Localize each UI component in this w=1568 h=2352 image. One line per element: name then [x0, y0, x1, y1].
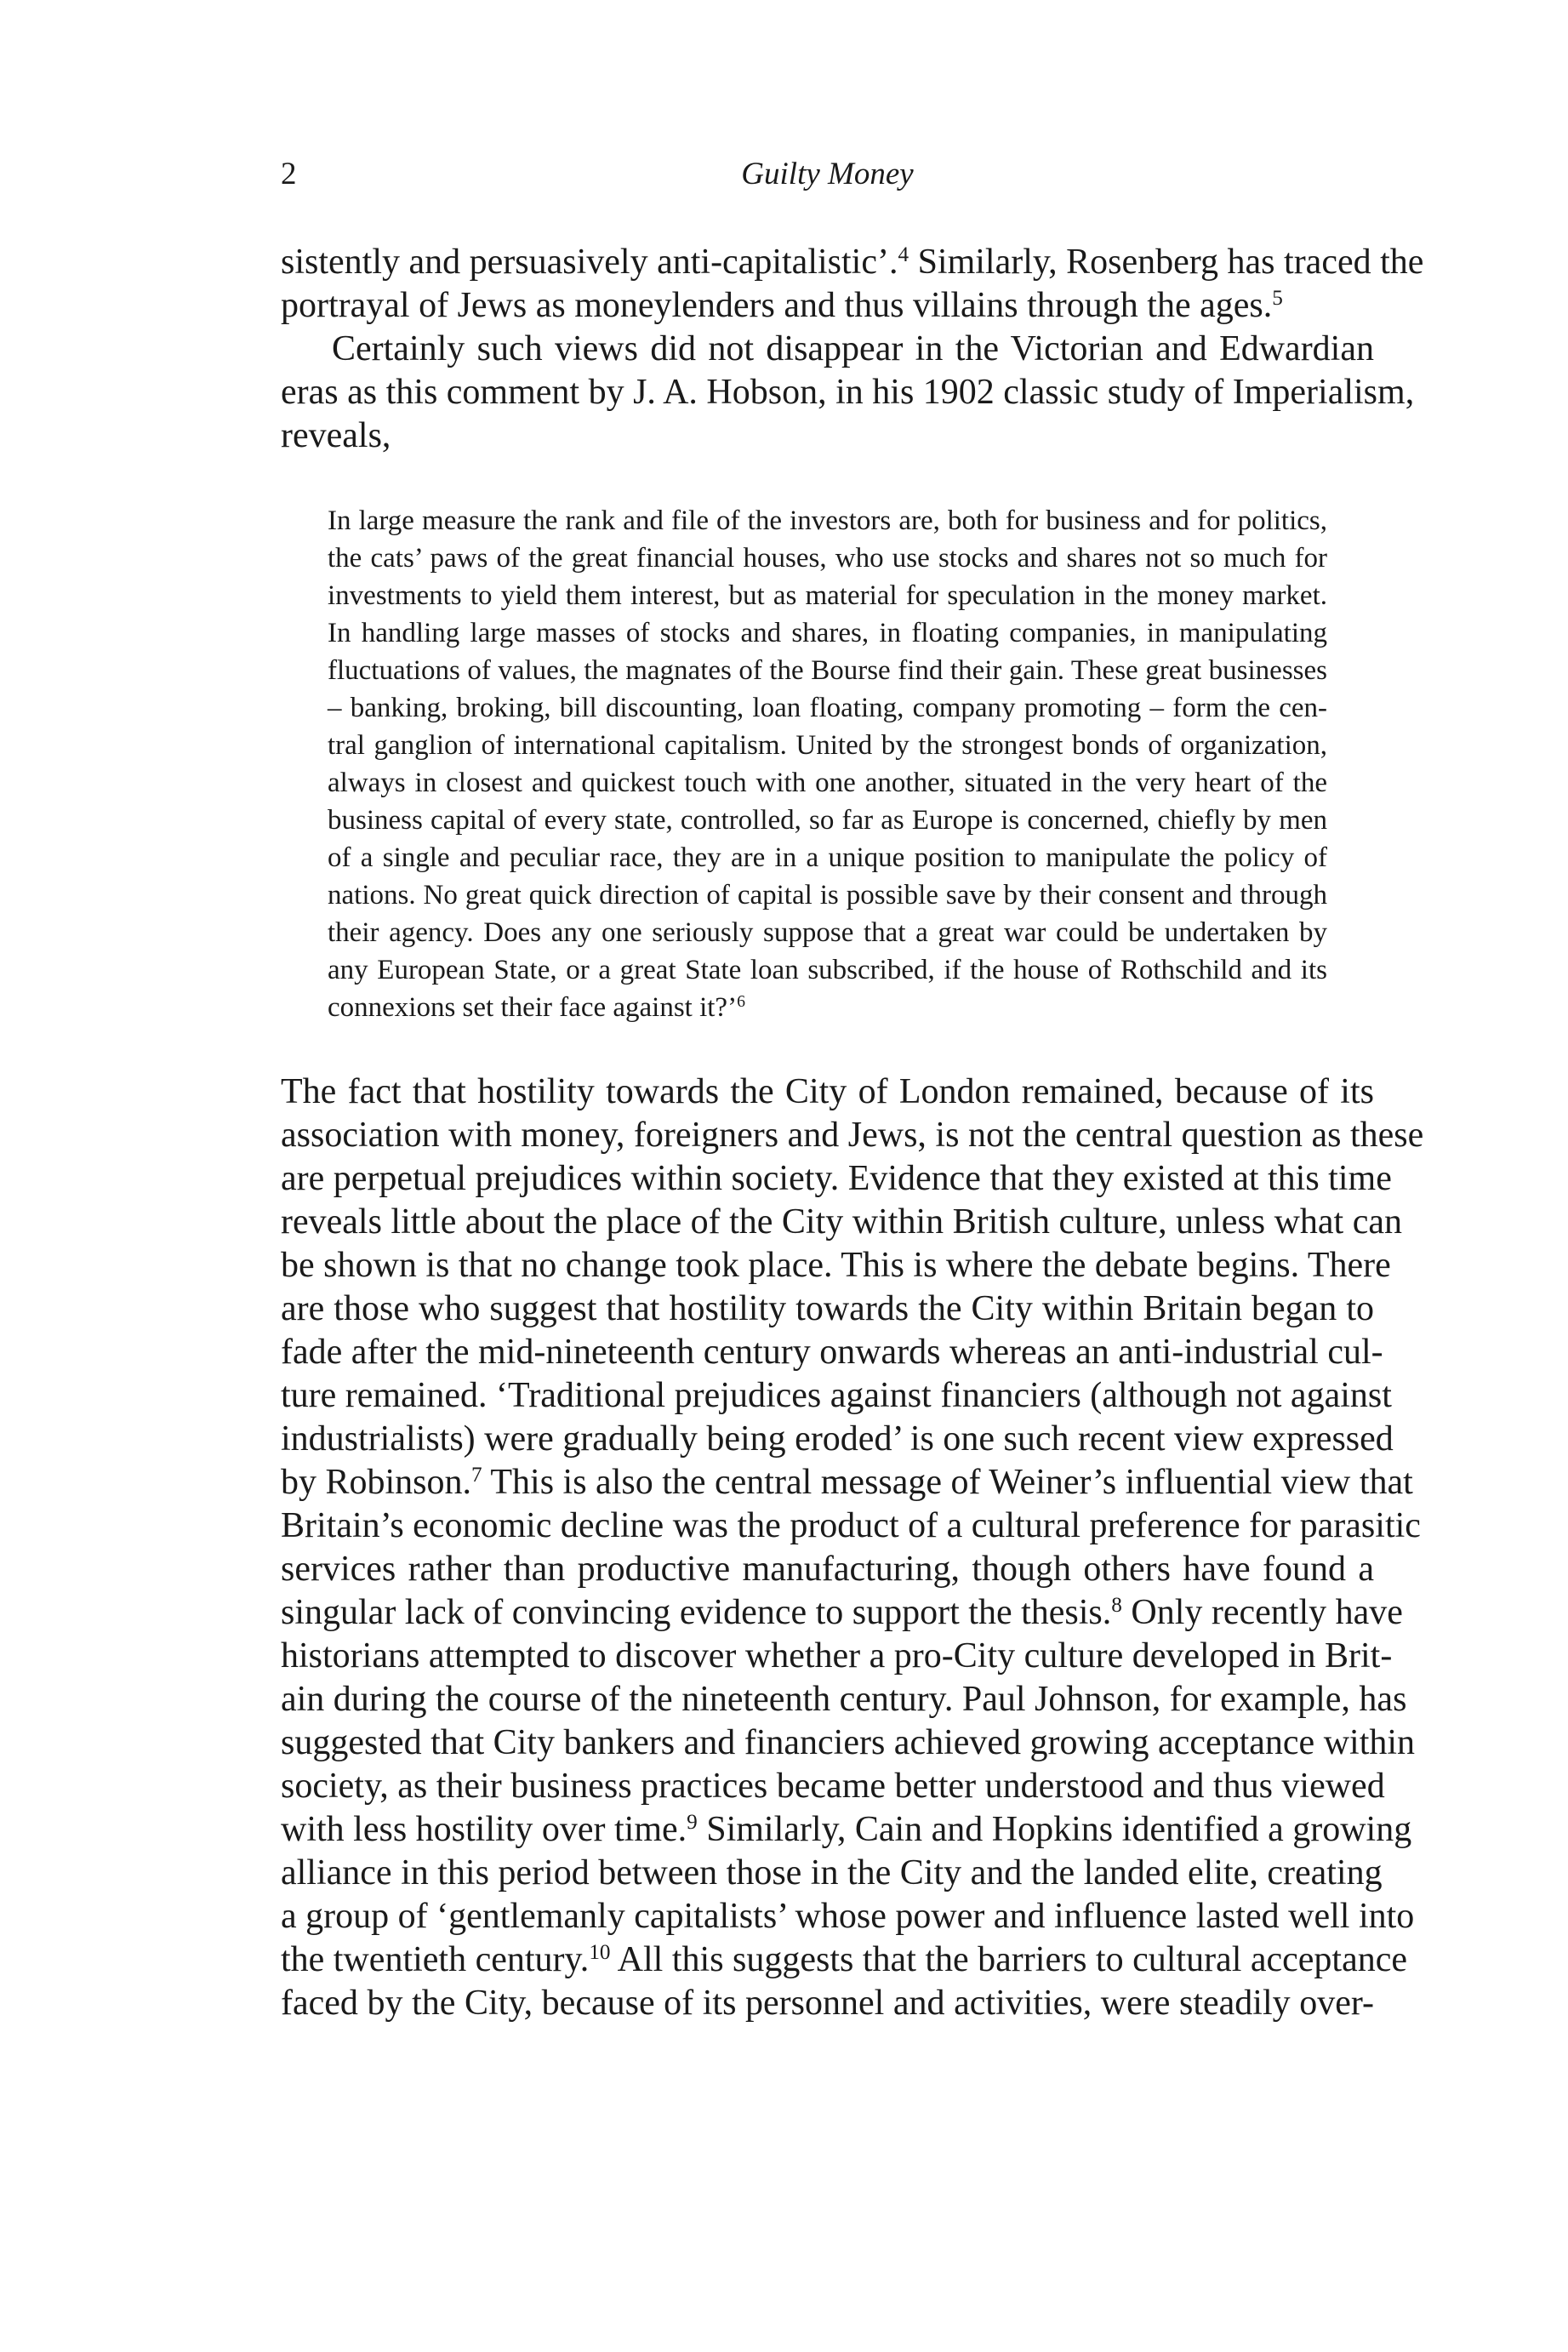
text-line: historians attempted to discover whether a pro-City culture developed in Brit- — [281, 1636, 1393, 1676]
opening-paragraph — [281, 241, 1424, 328]
quote-line: always in closest and quickest touch with one another, situated in the very heart of the — [328, 768, 1327, 798]
text-line: Certainly such views did not disappear in the Victorian and Edwardian — [332, 329, 1374, 368]
text-line: with less hostility over time.$^9$ Similarly, Cain and Hopkins identified a growing — [281, 1810, 1412, 1849]
text-line: eras as this comment by J. A. Hobson, in his 1902 classic study of Imperialism, — [281, 373, 1415, 412]
running-title: Guilty Money — [741, 157, 914, 191]
quote-line: of a single and peculiar race, they are in a unique position to manipulate the policy of — [328, 842, 1327, 873]
text-line: The fact that hostility towards the City of London remained, because of its — [281, 1072, 1374, 1111]
text-line: industrialists) were gradually being eroded’ is one such recent view expressed — [281, 1419, 1394, 1459]
text-line: fade after the mid-nineteenth century onwards whereas an anti-industrial cul- — [281, 1333, 1383, 1372]
text-line: alliance in this period between those in the City and the landed elite, creating — [281, 1853, 1383, 1892]
quote-line: any European State, or a great State loan subscribed, if the house of Rothschild and its — [328, 955, 1327, 985]
text-line: the twentieth century.$^{10}$ All this suggests that the barriers to cultural acceptance — [281, 1940, 1408, 1979]
footnote-ref: 7 — [471, 1464, 482, 1487]
main-paragraph — [281, 1070, 1424, 2025]
text-line: singular lack of convincing evidence to support the thesis.$^8$ Only recently have — [281, 1593, 1403, 1632]
footnote-ref: 4 — [898, 243, 909, 267]
quote-line: fluctuations of values, the magnates of the Bourse find their gain. These great businesses — [328, 655, 1327, 686]
footnote-ref: 10 — [589, 1941, 611, 1965]
quote-line: In large measure the rank and file of the investors are, both for business and for politics, — [328, 505, 1327, 536]
quote-line: tral ganglion of international capitalism. United by the strongest bonds of organization, — [328, 730, 1327, 761]
text-line: a group of ‘gentlemanly capitalists’ whose power and influence lasted well into — [281, 1897, 1415, 1936]
footnote-ref: 8 — [1111, 1594, 1122, 1618]
text-line: Britain’s economic decline was the product of a cultural preference for parasitic — [281, 1506, 1421, 1545]
footnote-ref: 6 — [737, 992, 745, 1012]
quote-line: their agency. Does any one seriously suppose that a great war could be undertaken by — [328, 917, 1327, 948]
quote-line: – banking, broking, bill discounting, loan floating, company promoting – form the cen- — [328, 693, 1327, 723]
text-line: services rather than productive manufacturing, though others have found a — [281, 1550, 1374, 1589]
second-paragraph — [281, 328, 1415, 458]
footnote-ref: 5 — [1272, 287, 1283, 311]
page-header — [281, 153, 1374, 196]
page-number: 2 — [281, 157, 297, 191]
quote-line: In handling large masses of stocks and shares, in floating companies, in manipulating — [328, 618, 1327, 648]
quote-line: connexions set their face against it?’$^6$ — [328, 992, 745, 1023]
text-line: faced by the City, because of its personnel and activities, were steadily over- — [281, 1984, 1374, 2023]
text-line: suggested that City bankers and financiers achieved growing acceptance within — [281, 1723, 1416, 1762]
text-line: sistently and persuasively anti-capitalistic’.$^4$ Similarly, Rosenberg has traced the — [281, 243, 1424, 282]
text-line: by Robinson.$^7$ This is also the central message of Weiner’s influential view that — [281, 1463, 1413, 1502]
text-line: are perpetual prejudices within society. Evidence that they existed at this time — [281, 1159, 1392, 1198]
block-quote — [328, 502, 1327, 1026]
text-line: reveals little about the place of the City within British culture, unless what can — [281, 1202, 1402, 1242]
text-line: association with money, foreigners and Jews, is not the central question as these — [281, 1116, 1424, 1155]
text-line: reveals, — [281, 416, 391, 455]
quote-line: nations. No great quick direction of capital is possible save by their consent and through — [328, 880, 1327, 911]
text-line: ture remained. ‘Traditional prejudices against financiers (although not against — [281, 1376, 1392, 1415]
text-line: ain during the course of the nineteenth century. Paul Johnson, for example, has — [281, 1680, 1407, 1719]
quote-line: business capital of every state, controlled, so far as Europe is concerned, chiefly by men — [328, 805, 1327, 836]
quote-line: investments to yield them interest, but as material for speculation in the money market. — [328, 580, 1327, 611]
text-line: portrayal of Jews as moneylenders and thus villains through the ages.$^5$ — [281, 286, 1283, 325]
quote-line: the cats’ paws of the great financial houses, who use stocks and shares not so much for — [328, 543, 1327, 574]
text-line: be shown is that no change took place. This is where the debate begins. There — [281, 1246, 1391, 1285]
text-line: are those who suggest that hostility towards the City within Britain began to — [281, 1289, 1374, 1328]
text-line: society, as their business practices became better understood and thus viewed — [281, 1767, 1385, 1806]
footnote-ref: 9 — [687, 1811, 698, 1835]
